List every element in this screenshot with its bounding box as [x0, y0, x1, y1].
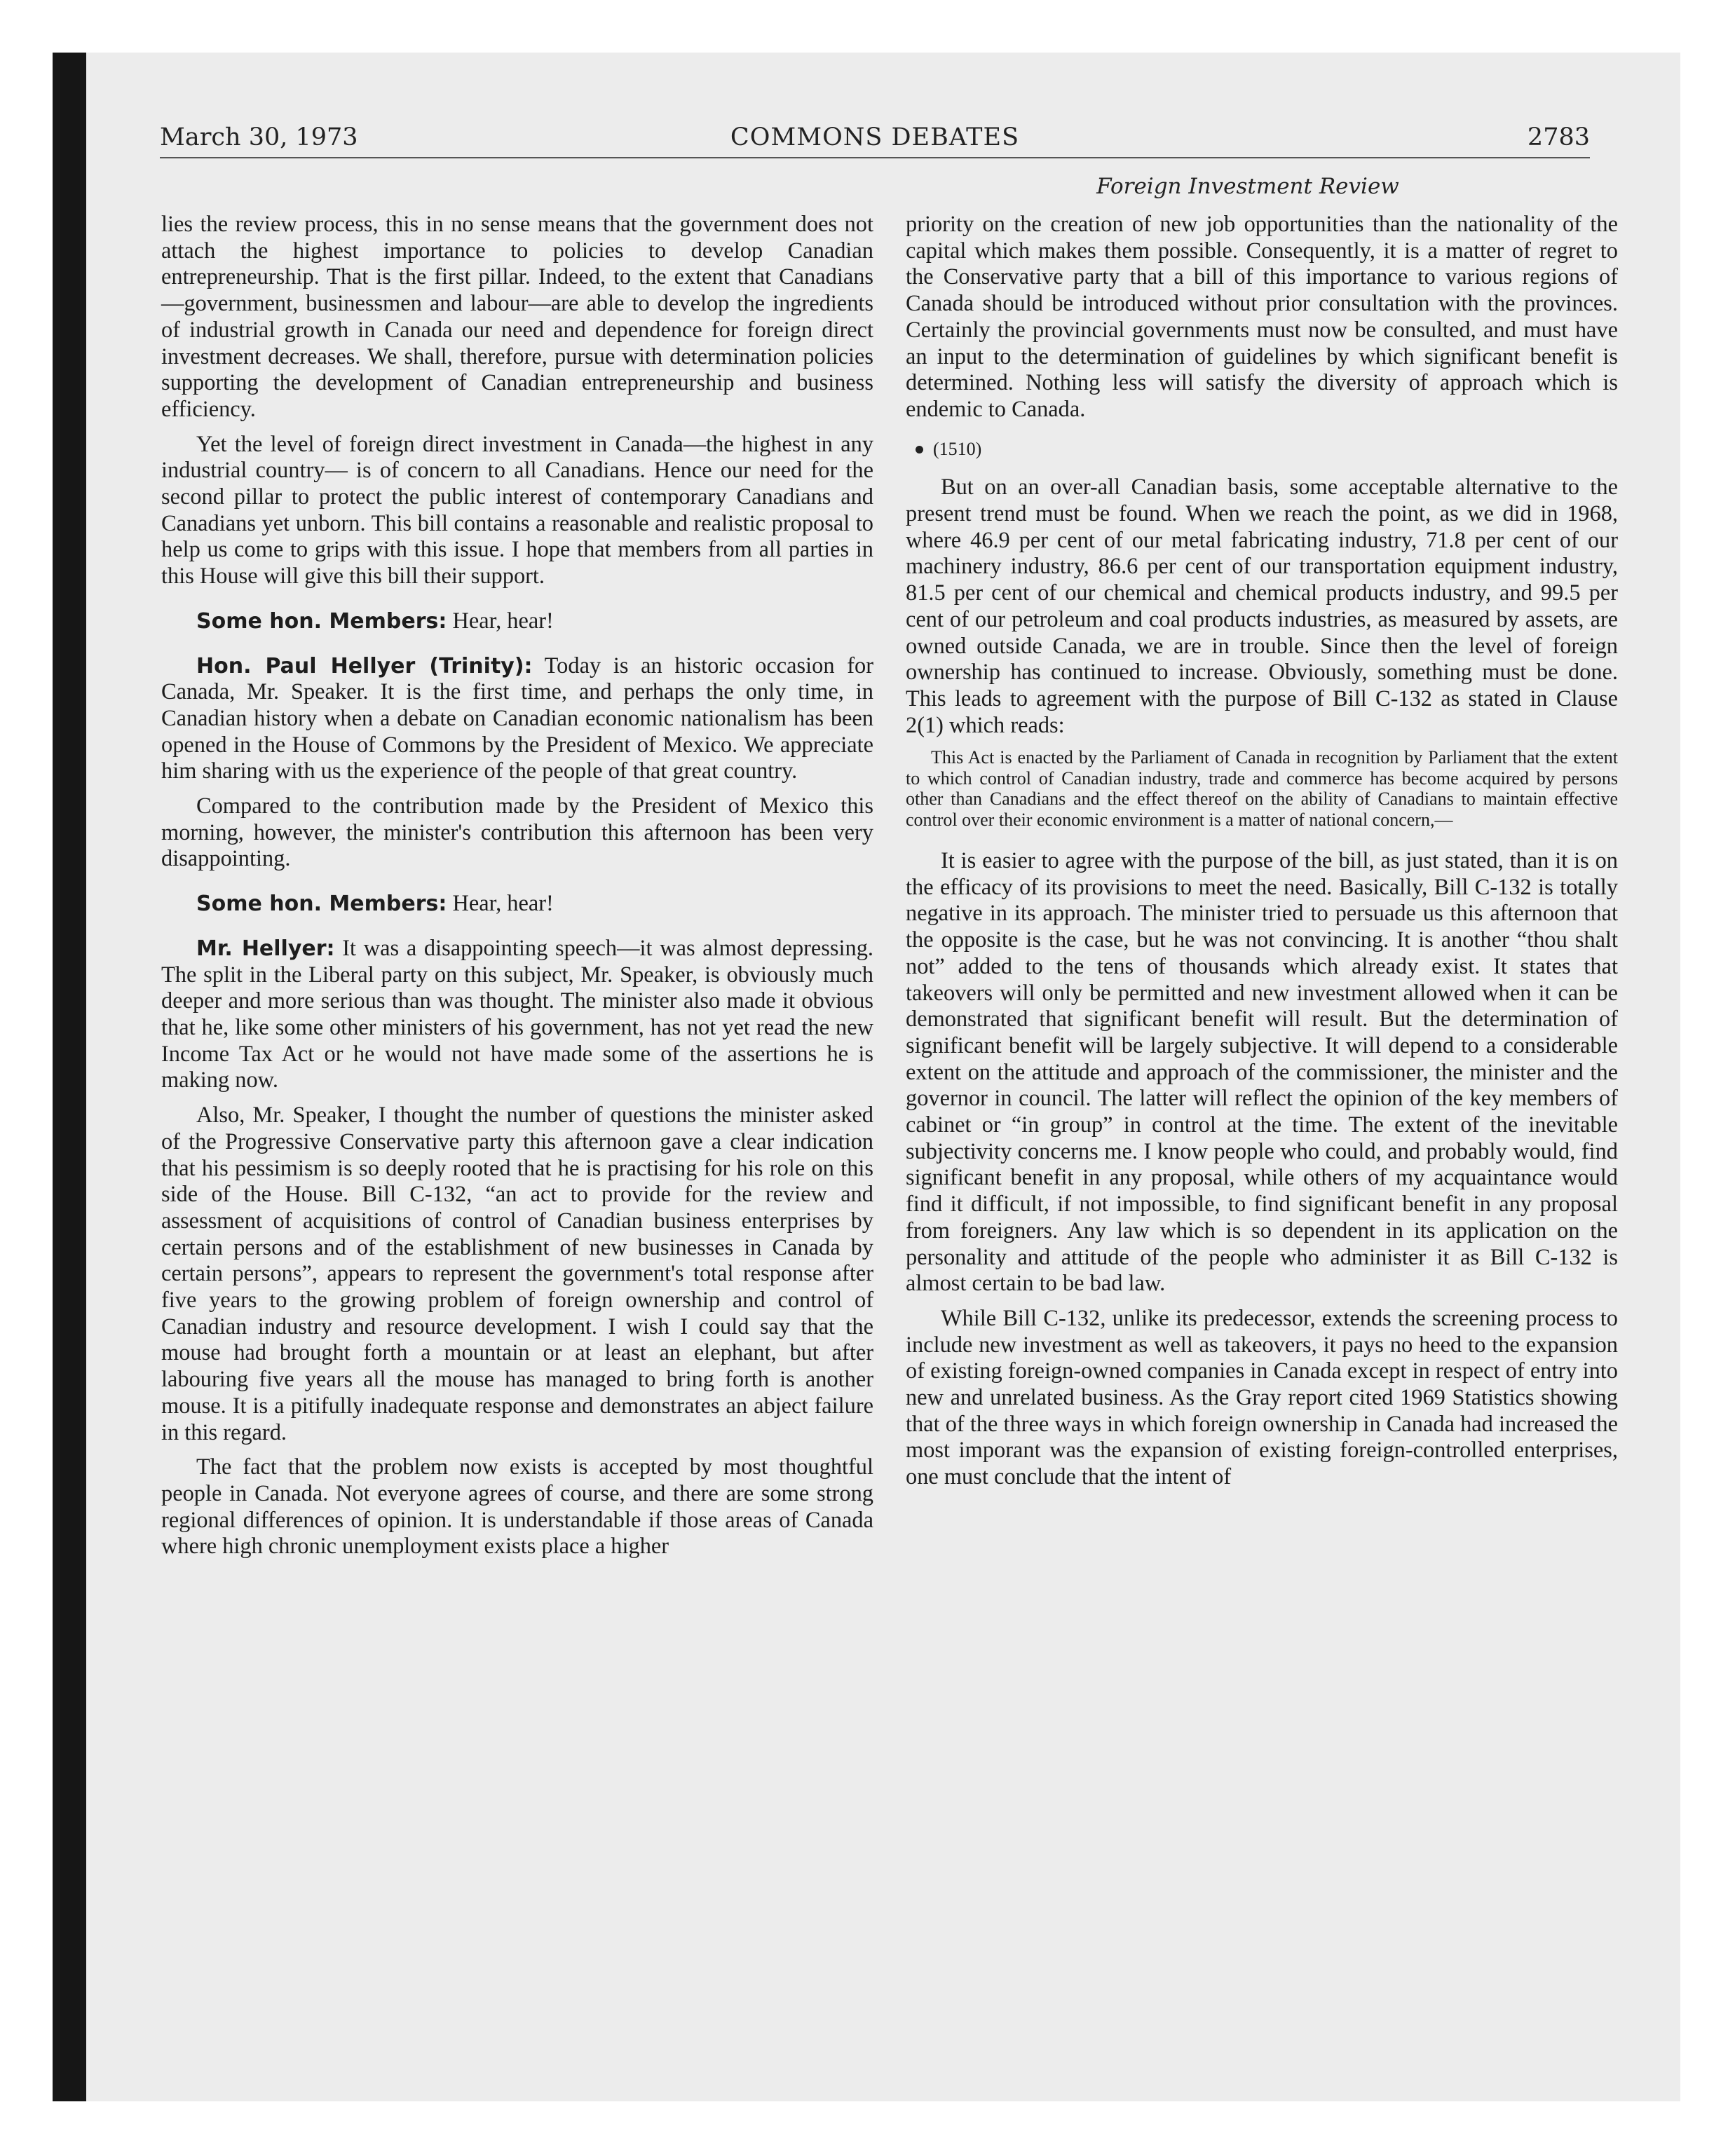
left-column — [161, 212, 873, 1569]
page-header — [160, 123, 1590, 158]
interjection — [161, 891, 873, 917]
speaker-name: Some hon. Members: — [196, 892, 447, 917]
interjection — [161, 608, 873, 635]
paragraph: priority on the creation of new job opportunities than the nationality of the capital which makes them possible. Consequently, it is a matter of regret to the Conservative party that a bill of this importance to various regions of Canada should be introduced without prior consultation with the provinces. Certainly the provincial governments must now be consulted, and must have an input to the determination of guidelines by which significant benefit is determined. Nothing less will satisfy the diversity of approach which is endemic to Canada. — [906, 212, 1618, 422]
speech-text: It was a disappointing speech—it was almost depressing. The split in the Liberal party on this subject, Mr. Speaker, is obviously much deeper and more serious than was thought. The minister also made it obvious that he, like some other ministers of his government, has not yet read the new Income Tax Act or he would not have made some of the assertions he is making now. — [161, 935, 873, 1093]
speaker-name: Some hon. Members: — [196, 608, 447, 634]
speaker-name: Mr. Hellyer: — [196, 936, 335, 961]
speech-paragraph — [161, 653, 873, 786]
bullet-icon — [916, 446, 923, 453]
time-marker — [906, 436, 1618, 463]
scan-edge — [53, 53, 86, 2101]
interjection-text: Hear, hear! — [447, 608, 554, 634]
paragraph: The fact that the problem now exists is accepted by most thoughtful people in Canada. Not everyone agrees of course, and there are some strong regional differences of opinion. It is understandable if those areas of Canada where high chronic unemployment exists place a higher — [161, 1454, 873, 1560]
section-title: Foreign Investment Review — [1096, 174, 1399, 199]
header-title: COMMONS DEBATES — [730, 123, 1020, 151]
paragraph: But on an over-all Canadian basis, some acceptable alternative to the present trend must be found. When we reach the point, as we did in 1968, where 46.9 per cent of our metal fabricating industry, 71.8 per cent of our machinery industry, 86.6 per cent of our transportation equipment industry, 81.5 per cent of our chemical and chemical products industry, and 99.5 per cent of our petroleum and coal products industries, as measured by assets, are owned outside Canada, we are in trouble. Since then the level of foreign ownership has continued to increase. Obviously, something must be done. This leads to agreement with the purpose of Bill C-132 as stated in Clause 2(1) which reads: — [906, 475, 1618, 738]
paragraph: It is easier to agree with the purpose of the bill, as just stated, than it is on the efficacy of its provisions to meet the need. Basically, Bill C-132 is totally negative in its approach. The minister tried to persuade us this afternoon that the opposite is the case, but he was not convincing. It is another “thou shalt not” added to the tens of thousands which already exist. It states that takeovers will only be permitted and new investment allowed when it can be demonstrated that significant benefit will result. But the determination of significant benefit will be largely subjective. It will depend to a considerable extent on the attitude and approach of the commissioner, the minister and the governor in council. The latter will reflect the opinion of the key members of cabinet or “in group” in control at the time. The extent of the inevitable subjectivity concerns me. I know people who could, and probably would, find significant benefit in any proposal, while others of my acquaintance would find it difficult, if not impossible, to find significant benefit in any proposal from foreigners. Any law which is so dependent in its application on the personality and attitude of the people who administer it as Bill C-132 is almost certain to be bad law. — [906, 847, 1618, 1297]
right-column — [906, 212, 1618, 1499]
speaker-name: Hon. Paul Hellyer (Trinity): — [196, 653, 533, 678]
paragraph: Yet the level of foreign direct investment in Canada—the highest in any industrial country— is of concern to all Canadians. Hence our need for the second pillar to protect the public interest of contemporary Canadians and Canadians yet unborn. This bill contains a reasonable and realistic proposal to help us come to grips with this issue. I hope that members from all parties in this House will give this bill their support. — [161, 431, 873, 589]
quote-text: This Act is enacted by the Parliament of Canada in recognition by Parliament that the extent to which control of Canadian industry, trade and commerce has become acquired by persons other than Canadians and the effect thereof on the ability of Canadians to maintain effective control over their economic environment is a matter of national concern,— — [906, 747, 1618, 830]
paragraph: Also, Mr. Speaker, I thought the number of questions the minister asked of the Progressive Conservative party this afternoon gave a clear indication that his pessimism is so deeply rooted that he is practising for his role on this side of the House. Bill C-132, “an act to provide for the review and assessment of acquisitions of control of Canadian business enterprises by certain persons and of the establishment of new businesses in Canada by certain persons”, appears to represent the government's total response after five years to the growing problem of foreign ownership and control of Canadian industry and resource development. I wish I could say that the mouse had brought forth a mountain or at least an elephant, but after labouring five years all the mouse has managed to bring forth is another mouse. It is a pitifully inadequate response and demonstrates an abject failure in this regard. — [161, 1103, 873, 1445]
paragraph: lies the review process, this in no sense means that the government does not attach the highest importance to policies to develop Canadian entrepreneurship. That is the first pillar. Indeed, to the extent that Canadians—government, businessmen and labour—are able to develop the ingredients of industrial growth in Canada our need and dependence for foreign direct investment decreases. We shall, therefore, pursue with determination policies supporting the development of Canadian entrepreneurship and business efficiency. — [161, 212, 873, 422]
interjection-text: Hear, hear! — [447, 891, 554, 917]
block-quote — [906, 747, 1618, 830]
paragraph: Compared to the contribution made by the President of Mexico this morning, however, the minister's contribution this afternoon has been very disappointing. — [161, 793, 873, 872]
speech-paragraph — [161, 936, 873, 1094]
speech-text: Today is an historic occasion for Canada, Mr. Speaker. It is the first time, and perhaps the only time, in Canadian history when a debate on Canadian economic nationalism has been opened in the House of Commons by the President of Mexico. We appreciate him sharing with us the experience of the people of that great country. — [161, 653, 873, 784]
paragraph: While Bill C-132, unlike its predecessor, extends the screening process to include new investment as well as takeovers, it pays no heed to the expansion of existing foreign-owned companies in Canada except in respect of entry into new and unrelated business. As the Gray report cited 1969 Statistics showing that of the three ways in which foreign ownership in Canada had increased the most imporant was the expansion of existing foreign-controlled enterprises, one must conclude that the intent of — [906, 1305, 1618, 1490]
header-date: March 30, 1973 — [160, 123, 358, 151]
page-number: 2783 — [1527, 123, 1590, 151]
time-marker-text: (1510) — [933, 438, 982, 459]
